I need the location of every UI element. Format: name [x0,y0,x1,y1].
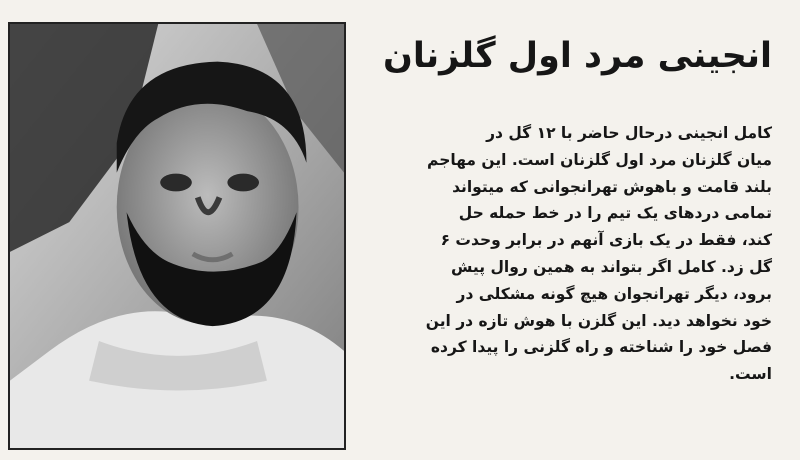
portrait-illustration [10,24,344,448]
headline: انجینی مرد اول گلزنان [383,36,772,76]
article-line: بلند قامت و باهوش تهرانجوانی که میتواند [452,177,772,196]
article-line: فصل خود را شناخته و راه گلزنی را پیدا کرده [430,338,772,357]
article-line: گل زد. کامل اگر بتواند به همین روال پیش [451,257,772,276]
article-line: کند، فقط در یک بازی آنهم در برابر وحدت ۶ [440,231,772,250]
article-line: تمامی دردهای یک تیم را در خط حمله حل [458,204,772,223]
article-line: است. [729,365,772,384]
article-line: میان گلزنان مرد اول گلزنان است. این مهاجم [427,150,772,169]
article-line: کامل انجینی درحال حاضر با ۱۲ گل در [486,124,772,142]
article-line: برود، دیگر تهرانجوان هیچ گونه مشکلی در [456,284,772,303]
player-portrait-photo [8,22,346,450]
article-body [352,120,772,388]
article-line: خود نخواهد دید. این گلزن با هوش تازه در این [425,311,772,330]
